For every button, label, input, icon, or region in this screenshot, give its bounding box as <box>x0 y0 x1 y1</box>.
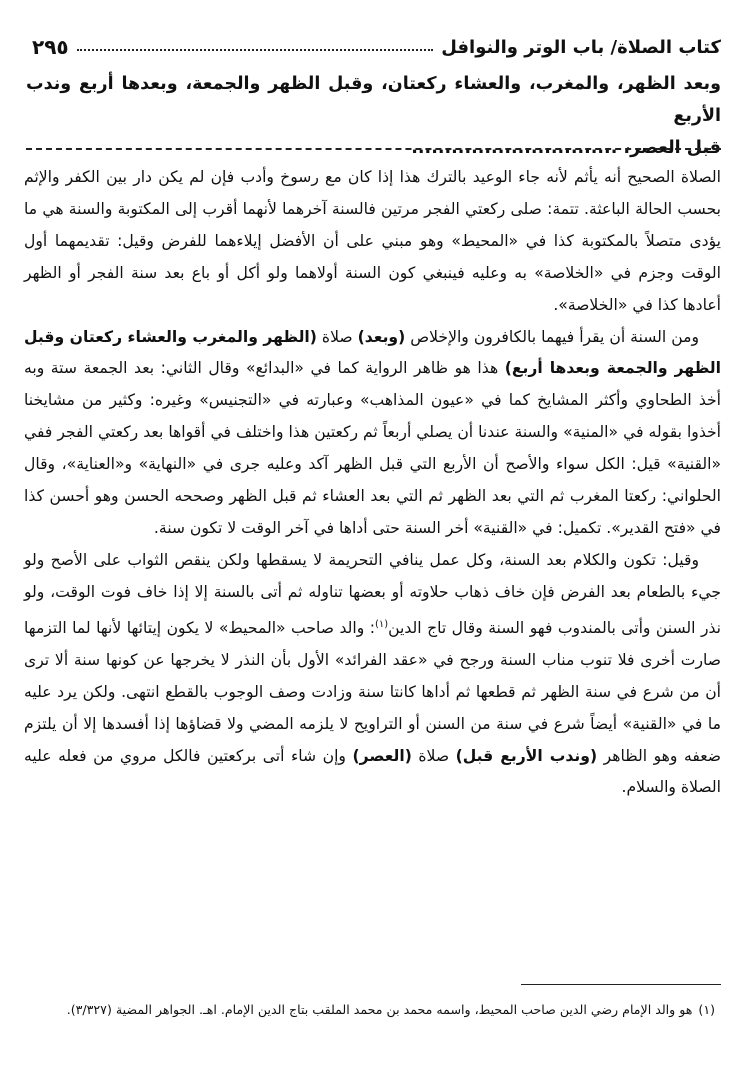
matn-line-1: وبعد الظهر، والمغرب، والعشاء ركعتان، وقبل الظهر والجمعة، وبعدها أربع وندب الأربع <box>26 74 721 126</box>
footnote <box>24 996 715 1024</box>
p3-text-f: وإن شاء أتى بركعتين فالكل مروي من فعله عليه الصلاة والسلام. <box>24 746 721 797</box>
running-header <box>32 30 721 64</box>
p3-text-b: : والد صاحب «المحيط» لا يكون إيتائها لأنها لما التزمها صارت أخرى فلا تنوب مناب السنة ورجح في «عقد الفرائد» الأول بأن النذر لا يخرجها عن كونها سنة ألا ترى أن من شرع في سنة الظهر ثم قطعها ثم أداها كانتا سنة وزادت وصف الوجوب بالقطع انتهى. ولكن يرد عليه ما في «القنية» أيضاً شرع في سنة من السنن أو التراويح لا يلزمه المضي ولا قضاؤها إذا أفسدها إلا أن يلتزم ضعفه وهو الظاهر <box>24 618 721 765</box>
p3-text-a: وقيل: تكون والكلام بعد السنة، وكل عمل ينافي التحريمة لا يسقطها ولكن ينقص الثواب على الأصح ولو جيء بالطعام بعد الفرض فإن خاف ذهاب حلاوته أو بعضها تناوله ثم أتى بالسنة إلا إذا خاف فوت الوقت، ولو نذر السنن وأتى بالمندوب فهو السنة وقال تاج الدين <box>24 550 721 637</box>
footnote-text: هو والد الإمام رضي الدين صاحب المحيط، واسمه محمد بن محمد الملقب بتاج الدين الإمام. اهـ. الجواهر المضية (٣/٣٢٧). <box>66 1002 693 1017</box>
matn-separator <box>26 148 721 150</box>
p3-text-d: صلاة <box>411 746 456 765</box>
page-number: ٢٩٥ <box>32 35 69 59</box>
commentary-paragraph-3 <box>24 545 721 804</box>
footnote-reference[interactable]: (١) <box>374 618 389 630</box>
footnote-number: (١) <box>698 1002 715 1017</box>
header-dot-leader <box>77 49 434 51</box>
matn-line-2-text: قبل العصر، <box>617 138 721 158</box>
matn-dots: ............................... <box>411 138 618 158</box>
p2-text-c: صلاة <box>316 327 358 346</box>
commentary-text <box>24 162 721 804</box>
chapter-title: كتاب الصلاة/ باب الوتر والنوافل <box>441 36 721 58</box>
footnote-rule <box>521 984 721 985</box>
p3-matn-ref-1: (وندب الأربع قبل) <box>455 746 598 765</box>
commentary-paragraph-2 <box>24 322 721 545</box>
p3-matn-ref-2: (العصر) <box>352 746 412 765</box>
p2-text-a: ومن السنة أن يقرأ فيهما بالكافرون والإخلاص <box>405 327 699 346</box>
footnote-entry <box>24 996 715 1024</box>
p2-text-e: هذا هو ظاهر الرواية كما في «البدائع» وقال الثاني: بعد الجمعة ستة وبه أخذ الطحاوي وأكثر المشايخ كما في «عيون المذاهب» وعبارته في «التجنيس» وغيره: وكثير من مشايخنا أخذوا بقوله في «المنية» والسنة عندنا أن يصلي أربعاً ثم ركعتين هذا واختلف في أقواها بعد ركعتي الفجر ففي «القنية» قيل: الكل سواء والأصح أن الأربع التي قبل الظهر آكد وعليه جرى في «النهاية» و«العناية»، وقال الحلواني: ركعتا المغرب ثم التي بعد الظهر ثم التي بعد العشاء ثم قبل الظهر وصححه الحسن وهو أحسن كذا في «فتح القدير». تكميل: في «القنية» أخر السنة حتى أداها في آخر الوقت لا تكون سنة. <box>24 359 721 537</box>
p2-matn-ref-1: (وبعد) <box>357 327 406 346</box>
p2-matn-ref-2: (الظهر والمغرب والعشاء ركعتان وقبل الظهر والجمعة وبعدها أربع) <box>24 327 721 378</box>
commentary-paragraph-1: الصلاة الصحيح أنه يأثم لأنه جاء الوعيد بالترك هذا إذا كان مع رسوخ وأدب فإن لم يكن دار بين الكفر والإثم بحسب الحالة الباعثة. تتمة: صلى ركعتي الفجر مرتين فالسنة آخرهما لأنهما أقرب إلى المكتوبة والسنة هي ما يؤدى متصلاً بالمكتوبة كذا في «المحيط» وهو مبني على أن الأفضل إيلاءهما للفرض وقيل: تقديمهما أول الوقت وجزم في «الخلاصة» به وعليه فينبغي كون السنة أولاهما ولو أكل أو باع بعد سنة الفجر أو الظهر أعادها كذا في «الخلاصة». <box>24 168 721 314</box>
